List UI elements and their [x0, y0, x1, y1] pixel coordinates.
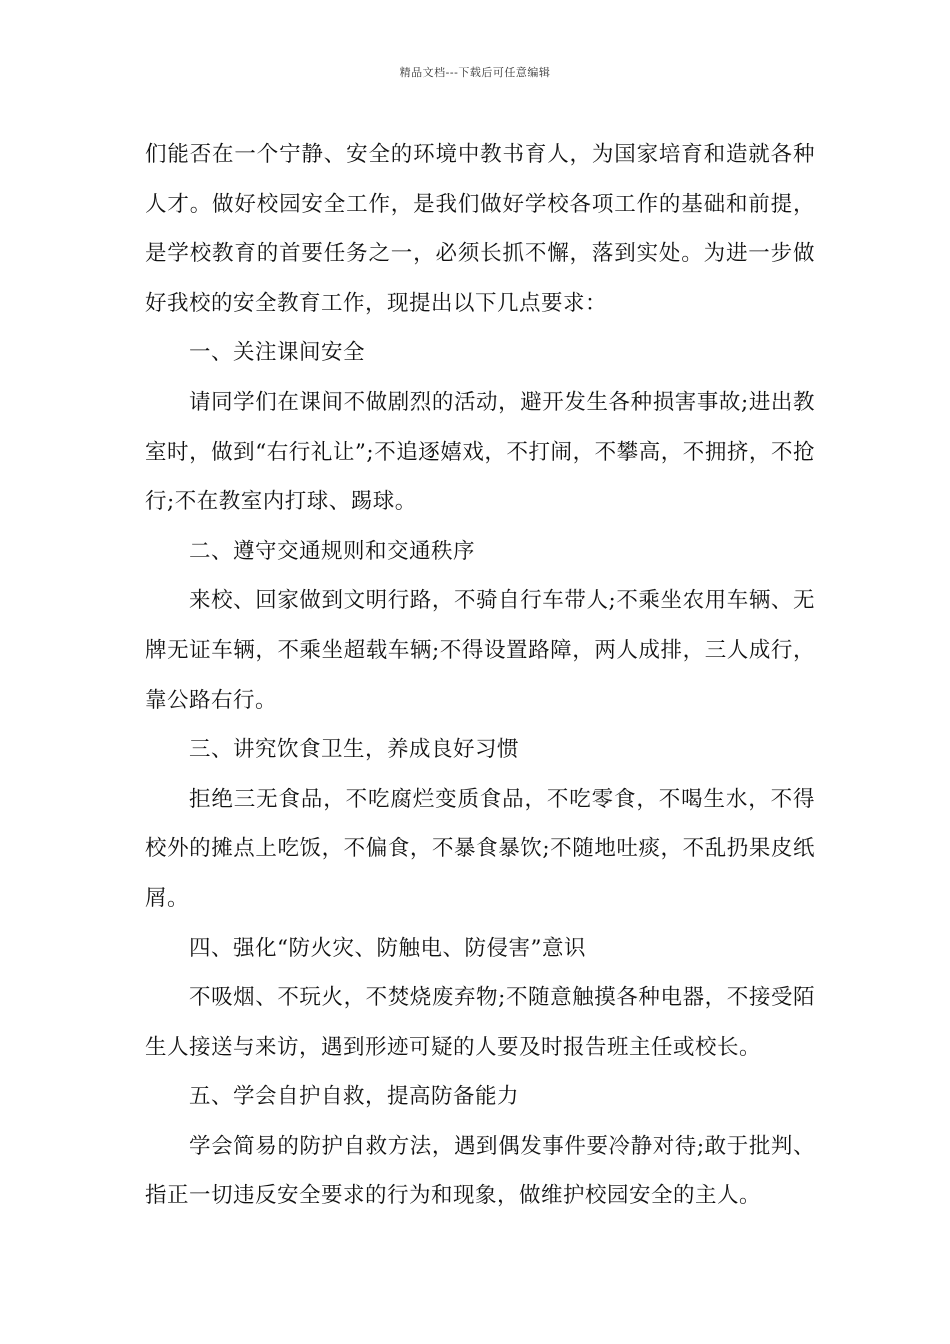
body-paragraph: 们能否在一个宁静、安全的环境中教书育人，为国家培育和造就各种人才。做好校园安全工作，是我们做好学校各项工作的基础和前提，是学校教育的首要任务之一，必须长抓不懈，落到实处。为进一步做好我校的安全教育工作，现提出以下几点要求： — [145, 142, 815, 316]
section-heading: 五、学会自护自救，提高防备能力 — [189, 1084, 520, 1110]
section-heading: 三、讲究饮食卫生，养成良好习惯 — [189, 737, 520, 763]
page-header: 精品文档---下载后可任意编辑 — [399, 66, 551, 79]
body-paragraph: 请同学们在课间不做剧烈的活动，避开发生各种损害事故;进出教室时，做到“右行礼让”;不追逐嬉戏，不打闹，不攀高，不拥挤，不抢行;不在教室内打球、踢球。 — [145, 389, 815, 515]
section-heading: 四、强化“防火灾、防触电、防侵害”意识 — [189, 935, 586, 961]
section-heading: 一、关注课间安全 — [189, 340, 366, 366]
document-body — [145, 130, 815, 1221]
body-paragraph: 拒绝三无食品，不吃腐烂变质食品，不吃零食，不喝生水，不得校外的摊点上吃饭，不偏食，不暴食暴饮;不随地吐痰，不乱扔果皮纸屑。 — [145, 786, 815, 911]
section-heading: 二、遵守交通规则和交通秩序 — [189, 538, 476, 564]
body-paragraph: 不吸烟、不玩火，不焚烧废弃物;不随意触摸各种电器，不接受陌生人接送与来访，遇到形迹可疑的人要及时报告班主任或校长。 — [145, 985, 815, 1060]
body-paragraph: 来校、回家做到文明行路，不骑自行车带人;不乘坐农用车辆、无牌无证车辆，不乘坐超载车辆;不得设置路障，两人成排，三人成行，靠公路右行。 — [145, 588, 815, 713]
body-paragraph: 学会简易的防护自救方法，遇到偶发事件要冷静对待;敢于批判、指正一切违反安全要求的行为和现象，做维护校园安全的主人。 — [145, 1133, 815, 1209]
